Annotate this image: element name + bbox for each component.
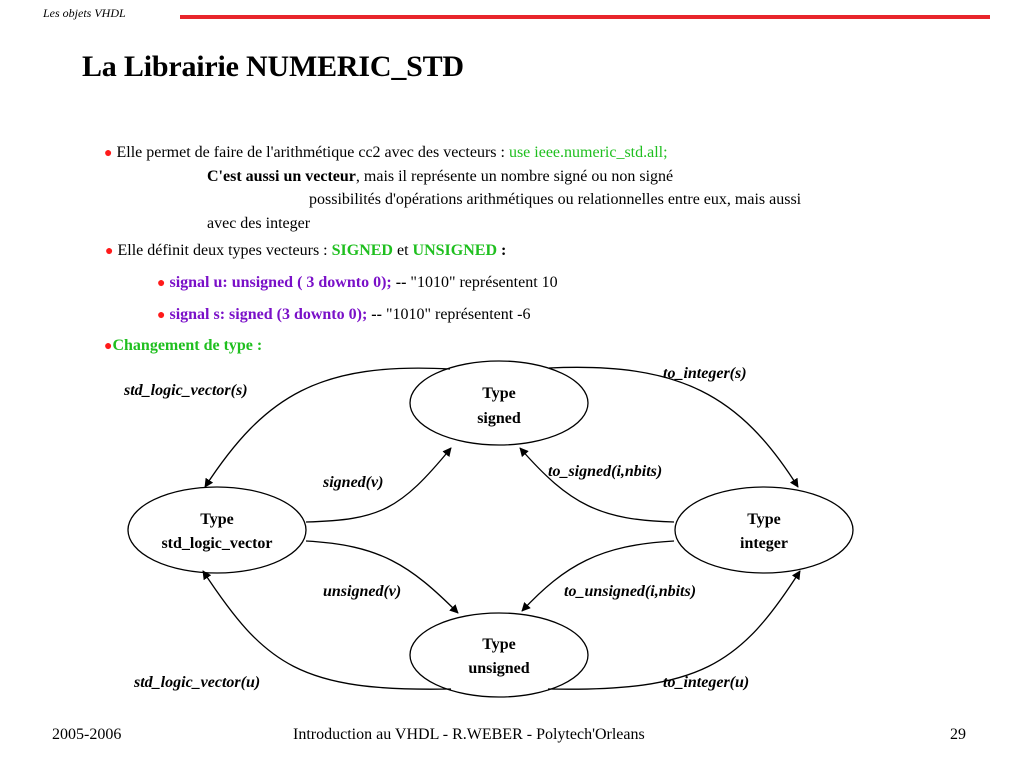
bullet-1-line-2-rest: , mais il représente un nombre signé ou non signé [355,168,674,185]
node-signed [410,361,588,445]
bullet-2-et: et [392,242,413,259]
label-to-unsigned: to_unsigned(i,nbits) [564,583,697,600]
sub-bullet-1-dashes: -- [391,274,407,291]
label-to-signed: to_signed(i,nbits) [548,463,663,480]
signed-keyword: SIGNED [331,242,393,259]
sub-bullet-2-comment: "1010" représentent -6 [381,306,531,323]
bullet-dot-icon: ● [104,146,113,161]
arrow-integer-to-unsigned [522,541,674,611]
sub-bullet-2-dashes: -- [367,306,382,323]
bullet-3-label: Changement de type : [112,337,263,354]
footer-date: 2005-2006 [52,726,122,743]
footer-course: Introduction au VHDL - R.WEBER - Polytech'Orleans [293,726,645,743]
node-integer-line-2: integer [740,535,788,552]
bullet-dot-icon: ● [157,308,166,323]
slide-title: La Librairie NUMERIC_STD [82,50,464,83]
arrow-slv-to-unsigned [306,541,458,613]
bullet-2-intro: Elle définit deux types vecteurs : [117,242,332,259]
arrow-integer-to-signed [520,448,674,522]
bullet-dot-icon: ● [104,339,113,354]
label-to-integer-u: to_integer(u) [663,674,750,691]
bullet-dot-icon: ● [157,276,166,291]
bullet-1-code: use ieee.numeric_std.all; [508,144,668,161]
node-unsigned-line-2: unsigned [468,660,530,677]
node-integer-line-1: Type [747,511,781,528]
node-unsigned-line-1: Type [482,636,516,653]
node-slv-line-2: std_logic_vector [161,535,273,552]
bullet-1-line-3: possibilités d'opérations arithmétiques ou relationnelles entre eux, mais aussi [309,191,802,208]
label-to-integer-s: to_integer(s) [663,365,747,382]
sub-bullet-2-code: signal s: signed (3 downto 0); [169,306,368,323]
bullet-1-bold: C'est aussi un vecteur [207,168,356,185]
unsigned-keyword: UNSIGNED [412,242,497,259]
label-std-logic-vector-u: std_logic_vector(u) [134,674,261,691]
page-number: 29 [950,726,966,743]
node-signed-line-2: signed [477,410,521,427]
node-integer [675,487,853,573]
header-label: Les objets VHDL [43,6,126,20]
bullet-1-line-4: avec des integer [207,215,311,232]
node-unsigned [410,613,588,697]
label-signed-v: signed(v) [323,474,384,491]
node-std-logic-vector [128,487,306,573]
sub-bullet-1-code: signal u: unsigned ( 3 downto 0); [169,274,392,291]
label-std-logic-vector-s: std_logic_vector(s) [124,382,248,399]
bullet-2-colon: : [497,242,507,259]
bullet-dot-icon: ● [105,244,114,259]
sub-bullet-1-comment: "1010" représentent 10 [406,274,558,291]
bullet-1-intro: Elle permet de faire de l'arithmétique cc2 avec des vecteurs : [116,144,509,161]
node-slv-line-1: Type [200,511,234,528]
node-signed-line-1: Type [482,385,516,402]
label-unsigned-v: unsigned(v) [323,583,402,600]
